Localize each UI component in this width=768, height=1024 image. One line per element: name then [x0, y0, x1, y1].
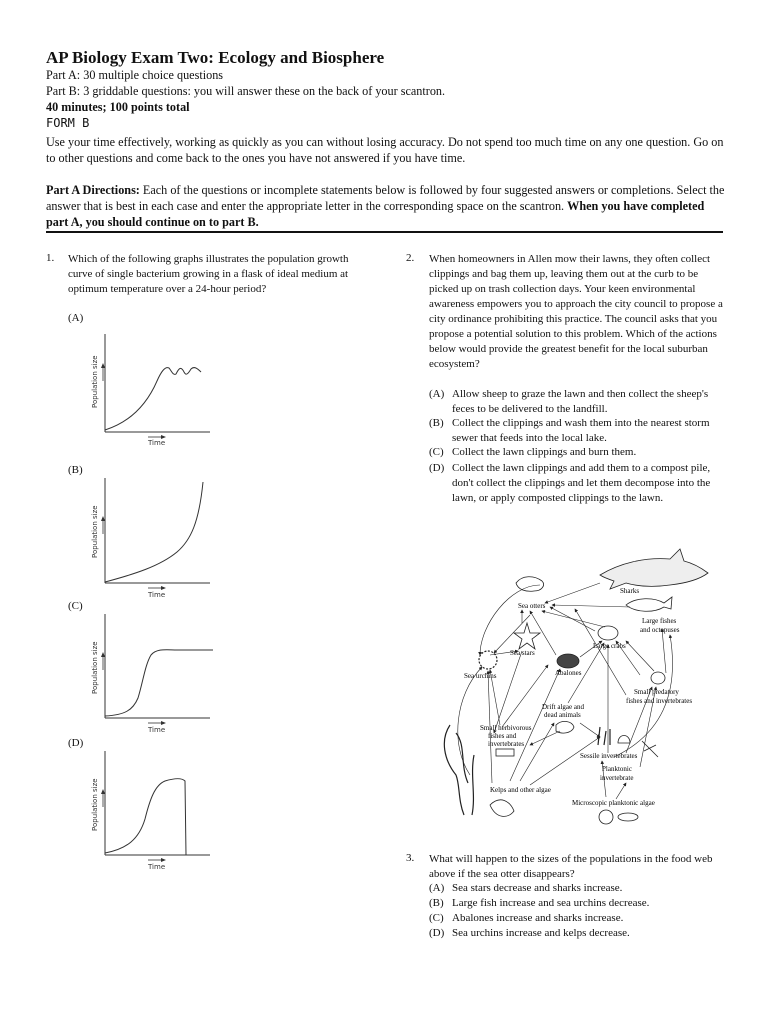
label-small-herbivorous: Small herbivorous: [480, 724, 532, 732]
graph-b-ylabel: Population size: [91, 505, 99, 558]
q3-option-c-letter: (C): [429, 912, 444, 924]
q3-option-c-text: Abalones increase and sharks increase.: [452, 912, 624, 924]
q2-option-b-text: Collect the clippings and wash them into the nearest storm sewer that feeds into the local lake.: [452, 417, 710, 444]
label-sea-urchins: Sea urchins: [464, 672, 497, 680]
q2-option-b-letter: (B): [429, 417, 444, 429]
q3-number: 3.: [406, 852, 415, 864]
q3-option-a-text: Sea stars decrease and sharks increase.: [452, 882, 623, 894]
directions-bold-tail: When you have completed part A, you should continue on to part B.: [46, 199, 705, 229]
part-a-summary: Part A: 30 multiple choice questions: [46, 68, 224, 82]
graph-c-xlabel: Time: [148, 726, 166, 734]
label-sessile: Sessile invertebrates: [580, 752, 638, 760]
graph-a-xlabel: Time: [148, 439, 166, 447]
graph-c-ylabel: Population size: [91, 641, 99, 694]
graph-b-label: (B): [68, 464, 83, 476]
q3-option-b-text: Large fish increase and sea urchins decrease.: [452, 897, 650, 909]
label-planktonic: Planktonic: [602, 765, 632, 773]
q1-number: 1.: [46, 252, 55, 264]
graph-c: [85, 610, 220, 735]
form-label: FORM B: [46, 116, 90, 130]
q3-text: What will happen to the sizes of the populations in the food web above if the sea otter disappears?: [429, 853, 713, 880]
small-herbivore-icon: [496, 749, 514, 756]
sea-star-icon: [514, 623, 540, 649]
label-fishes-invertebrates: fishes and invertebrates: [626, 697, 693, 705]
q3-option-d-letter: (D): [429, 927, 445, 939]
graph-a-label: (A): [68, 312, 84, 324]
kelp-icon: [444, 725, 474, 815]
part-a-directions: [46, 182, 726, 230]
label-small-predatory: Small predatory: [634, 688, 679, 696]
label-and-octopuses: and octopuses: [640, 626, 680, 634]
graph-b-xlabel: Time: [148, 591, 166, 599]
q2-option-d-text: Collect the lawn clippings and add them to a compost pile, don't collect the clippings and let them decompose into the lawn, or apply composted clippings to the lawn.: [452, 462, 711, 504]
q3-option-a-letter: (A): [429, 882, 445, 894]
q2-option-a-text: Allow sheep to graze the lawn and then collect the sheep's feces to be delivered to the landfill.: [452, 388, 709, 415]
q2-text: When homeowners in Allen mow their lawns, they often collect clippings and bag them up, leaving them out at the curb to be picked up on trash collection days. Your keen environmental awareness empowers you to approach the city council to propose a city ordinance prohibiting this practice. The council asks that you propose a potential solution to this problem. Which of the actions below would provide the greatest benefit for the local suburban ecosystem?: [429, 253, 723, 370]
q3-option-d-text: Sea urchins increase and kelps decrease.: [452, 927, 630, 939]
abalone-icon: [557, 654, 579, 668]
label-microscopic: Microscopic planktonic algae: [572, 799, 655, 807]
part-b-summary: Part B: 3 griddable questions: you will answer these on the back of your scantron.: [46, 84, 446, 98]
graph-d-label: (D): [68, 737, 84, 749]
label-dead-animals: dead animals: [544, 711, 581, 719]
q2-option-c-letter: (C): [429, 446, 444, 458]
food-web-diagram: [430, 545, 730, 835]
graph-b: [85, 474, 220, 599]
exam-title: AP Biology Exam Two: Ecology and Biosphere: [46, 48, 385, 67]
time-and-points: 40 minutes; 100 points total: [46, 100, 190, 114]
label-fishes-and: fishes and: [488, 732, 517, 740]
q2-number: 2.: [406, 252, 415, 264]
q1-text: Which of the following graphs illustrates the population growth curve of single bacterium growing in a flask of ideal medium at optimum temperature over a 24-hour period?: [68, 253, 349, 295]
q2-option-a-letter: (A): [429, 388, 445, 400]
instructions: Use your time effectively, working as quickly as you can without losing accuracy. Do not spend too much time on any one question. Go on to other questions and come back to the ones you have not answered if you have time.: [46, 135, 724, 165]
graph-d-xlabel: Time: [148, 863, 166, 871]
graph-d: [85, 747, 220, 872]
shark-icon: [600, 549, 708, 589]
sea-otter-icon: [516, 577, 544, 592]
directions-text: Each of the questions or incomplete statements below is followed by four suggested answers or completions. Select the answer that is best in each case and enter the appropriate letter in the corresponding space on the scantron.: [46, 183, 725, 213]
q2-option-c-text: Collect the lawn clippings and burn them.: [452, 446, 637, 458]
graph-a-ylabel: Population size: [91, 355, 99, 408]
planktonic-invertebrate-icon: [642, 741, 658, 757]
label-sea-otters: Sea otters: [518, 602, 546, 610]
graph-a: [85, 326, 220, 451]
directions-label: Part A Directions:: [46, 183, 140, 197]
large-fish-icon: [626, 597, 672, 611]
sea-urchin-icon: [479, 651, 497, 669]
microscopic-algae-icon: [599, 810, 613, 824]
label-drift-algae: Drift algae and: [542, 703, 584, 711]
section-divider: [46, 231, 723, 233]
label-kelps: Kelps and other algae: [490, 786, 551, 794]
label-sea-stars: Sea stars: [510, 649, 535, 657]
large-crab-icon: [598, 626, 618, 640]
label-abalones: Abalones: [555, 669, 582, 677]
small-predatory-icon: [651, 672, 665, 684]
label-large-crabs: Large crabs: [593, 642, 626, 650]
graph-d-ylabel: Population size: [91, 778, 99, 831]
q2-option-d-letter: (D): [429, 462, 445, 474]
q3-option-b-letter: (B): [429, 897, 444, 909]
label-large-fishes: Large fishes: [642, 617, 677, 625]
label-invertebrates: invertebrates: [488, 740, 525, 748]
label-sharks: Sharks: [620, 587, 640, 595]
label-planktonic-2: invertebrate: [600, 774, 634, 782]
graph-c-label: (C): [68, 600, 83, 612]
